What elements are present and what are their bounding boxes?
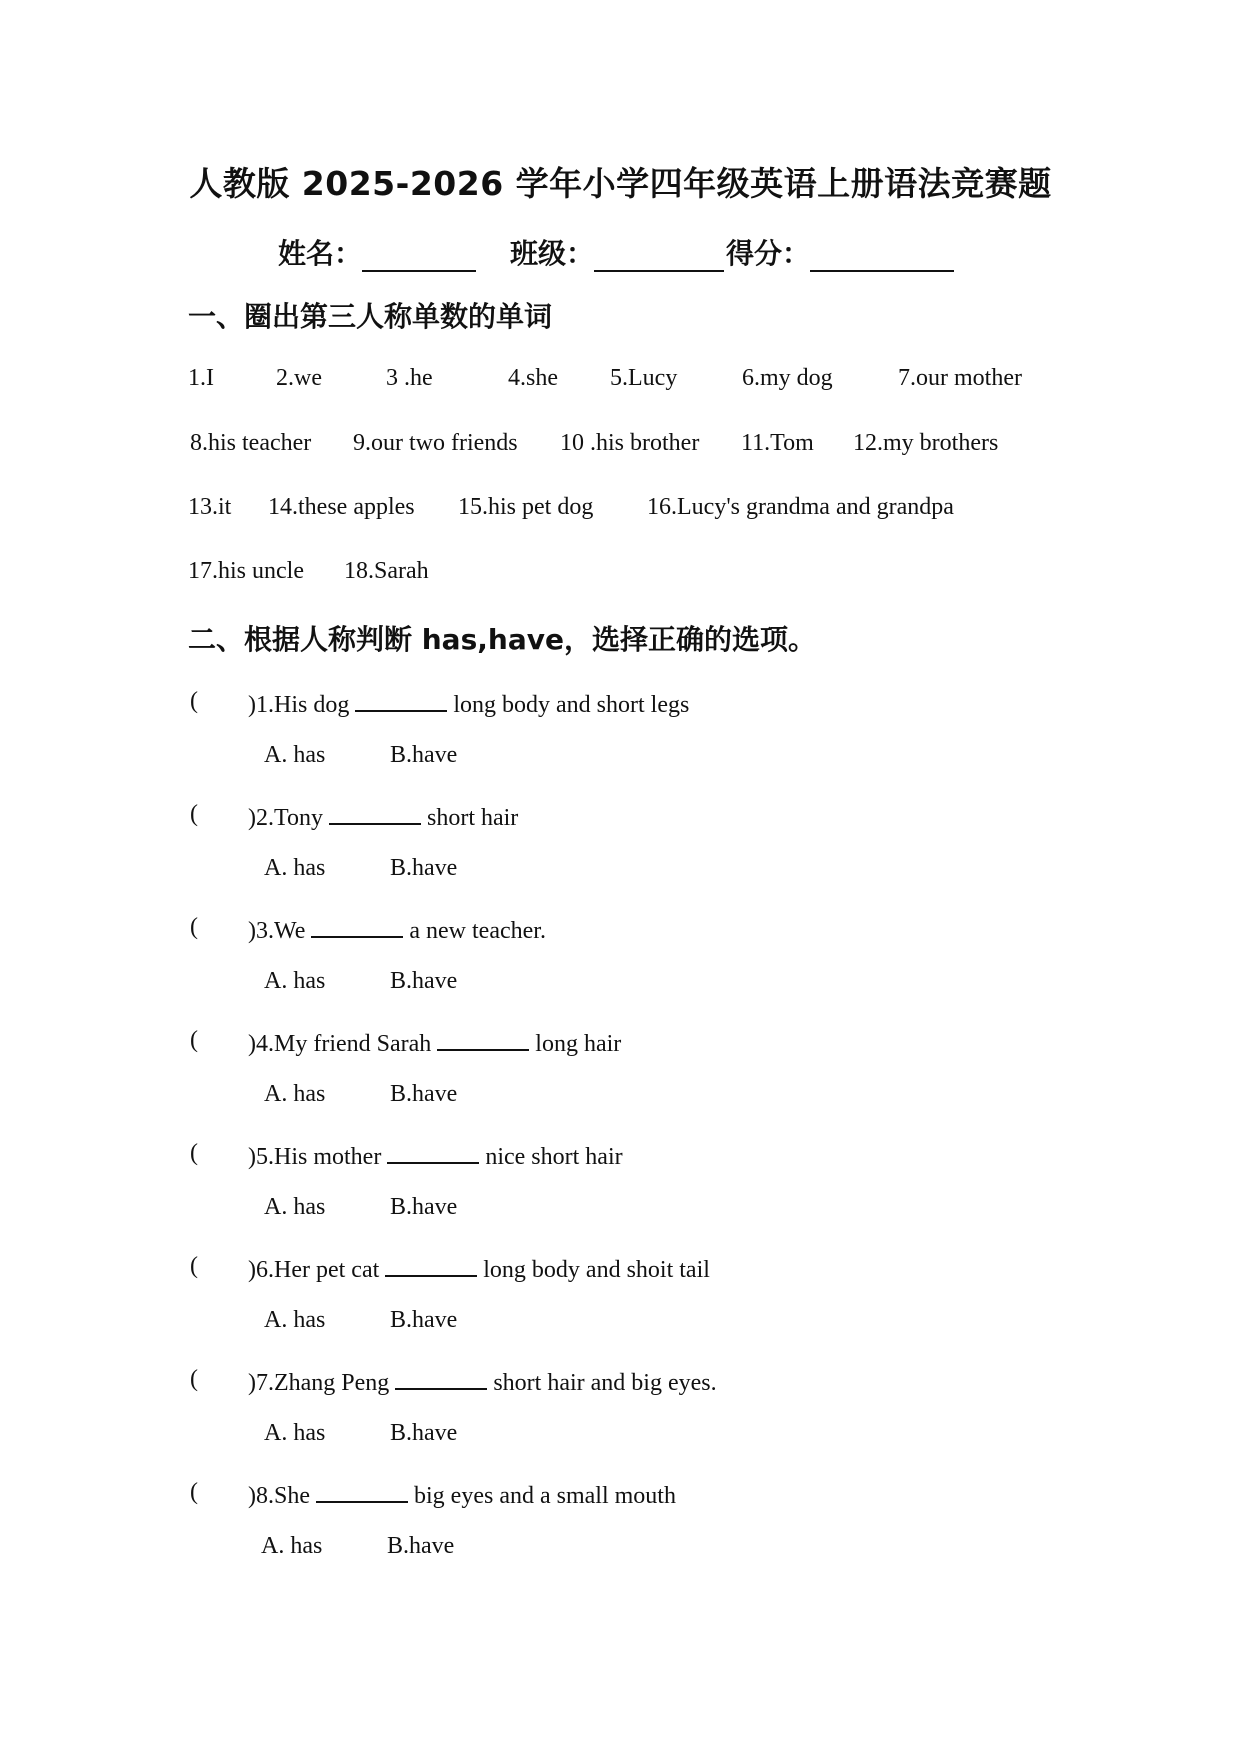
option-b: B.have <box>390 1420 458 1446</box>
word-item: 12.my brothers <box>853 430 999 456</box>
name-blank-line <box>362 240 476 272</box>
score-blank-line <box>810 240 954 272</box>
word-item: 2.we <box>276 365 322 391</box>
section2-heading: 二、根据人称判断 has,have，选择正确的选项。 <box>188 623 816 656</box>
question-text <box>248 688 689 719</box>
answer-paren: ( <box>190 1366 198 1392</box>
answer-paren: ( <box>190 1479 198 1505</box>
answer-blank <box>316 1479 408 1503</box>
name-field <box>278 232 476 272</box>
answer-blank <box>385 1253 477 1277</box>
option-b: B.have <box>387 1533 455 1559</box>
question-suffix: nice short hair <box>485 1144 623 1170</box>
word-item: 9.our two friends <box>353 430 518 456</box>
question-prefix: )2.Tony <box>248 805 323 831</box>
word-item: 8.his teacher <box>190 430 312 456</box>
word-item: 6.my dog <box>742 365 833 391</box>
answer-paren: ( <box>190 914 198 940</box>
score-label: 得分： <box>726 237 811 270</box>
option-b: B.have <box>390 855 458 881</box>
answer-blank <box>355 688 447 712</box>
option-b: B.have <box>390 968 458 994</box>
question-text <box>248 1140 623 1171</box>
word-item: 15.his pet dog <box>458 494 594 520</box>
question-text <box>248 1253 710 1284</box>
option-a: A. has <box>264 1307 326 1333</box>
score-field <box>726 232 954 272</box>
question-prefix: )7.Zhang Peng <box>248 1370 390 1396</box>
word-item: 14.these apples <box>268 494 415 520</box>
option-b: B.have <box>390 742 458 768</box>
answer-paren: ( <box>190 688 198 714</box>
answer-blank <box>387 1140 479 1164</box>
section1-heading: 一、圈出第三人称单数的单词 <box>188 300 553 333</box>
word-item: 5.Lucy <box>610 365 678 391</box>
option-a: A. has <box>264 1194 326 1220</box>
word-item: 18.Sarah <box>344 558 429 584</box>
word-item: 7.our mother <box>898 365 1022 391</box>
question-suffix: short hair <box>426 805 519 831</box>
question-prefix: )8.She <box>248 1483 310 1509</box>
question-text <box>248 914 546 945</box>
answer-blank <box>329 801 421 825</box>
answer-paren: ( <box>190 1140 198 1166</box>
class-blank-line <box>594 240 724 272</box>
option-a: A. has <box>261 1533 323 1559</box>
question-prefix: )4.My friend Sarah <box>248 1031 432 1057</box>
answer-blank <box>395 1366 487 1390</box>
question-prefix: )5.His mother <box>248 1144 382 1170</box>
option-a: A. has <box>264 855 326 881</box>
question-suffix: a new teacher. <box>409 918 546 944</box>
option-b: B.have <box>390 1307 458 1333</box>
option-b: B.have <box>390 1081 458 1107</box>
word-item: 16.Lucy's grandma and grandpa <box>647 494 954 520</box>
class-label: 班级： <box>510 237 595 270</box>
option-b: B.have <box>390 1194 458 1220</box>
answer-paren: ( <box>190 1027 198 1053</box>
question-suffix: long body and short legs <box>453 692 690 718</box>
answer-paren: ( <box>190 801 198 827</box>
option-a: A. has <box>264 742 326 768</box>
page-title: 人教版 2025-2026 学年小学四年级英语上册语法竞赛题 <box>189 164 1052 203</box>
question-text <box>248 1027 621 1058</box>
question-text <box>248 1366 717 1397</box>
word-item: 10 .his brother <box>560 430 700 456</box>
option-a: A. has <box>264 1420 326 1446</box>
question-prefix: )1.His dog <box>248 692 350 718</box>
answer-blank <box>311 914 403 938</box>
question-text <box>248 801 518 832</box>
word-item: 17.his uncle <box>188 558 304 584</box>
word-item: 4.she <box>508 365 558 391</box>
question-suffix: long hair <box>535 1031 622 1057</box>
word-item: 3 .he <box>386 365 433 391</box>
question-prefix: )6.Her pet cat <box>248 1257 380 1283</box>
word-item: 13.it <box>188 494 232 520</box>
class-field <box>510 232 724 272</box>
word-item: 11.Tom <box>741 430 814 456</box>
question-prefix: )3.We <box>248 918 306 944</box>
question-text <box>248 1479 676 1510</box>
name-label: 姓名： <box>278 237 363 270</box>
answer-paren: ( <box>190 1253 198 1279</box>
question-suffix: long body and shoit tail <box>483 1257 710 1283</box>
option-a: A. has <box>264 1081 326 1107</box>
answer-blank <box>437 1027 529 1051</box>
option-a: A. has <box>264 968 326 994</box>
question-suffix: big eyes and a small mouth <box>414 1483 676 1509</box>
word-item: 1.I <box>188 365 214 391</box>
question-suffix: short hair and big eyes. <box>493 1370 717 1396</box>
